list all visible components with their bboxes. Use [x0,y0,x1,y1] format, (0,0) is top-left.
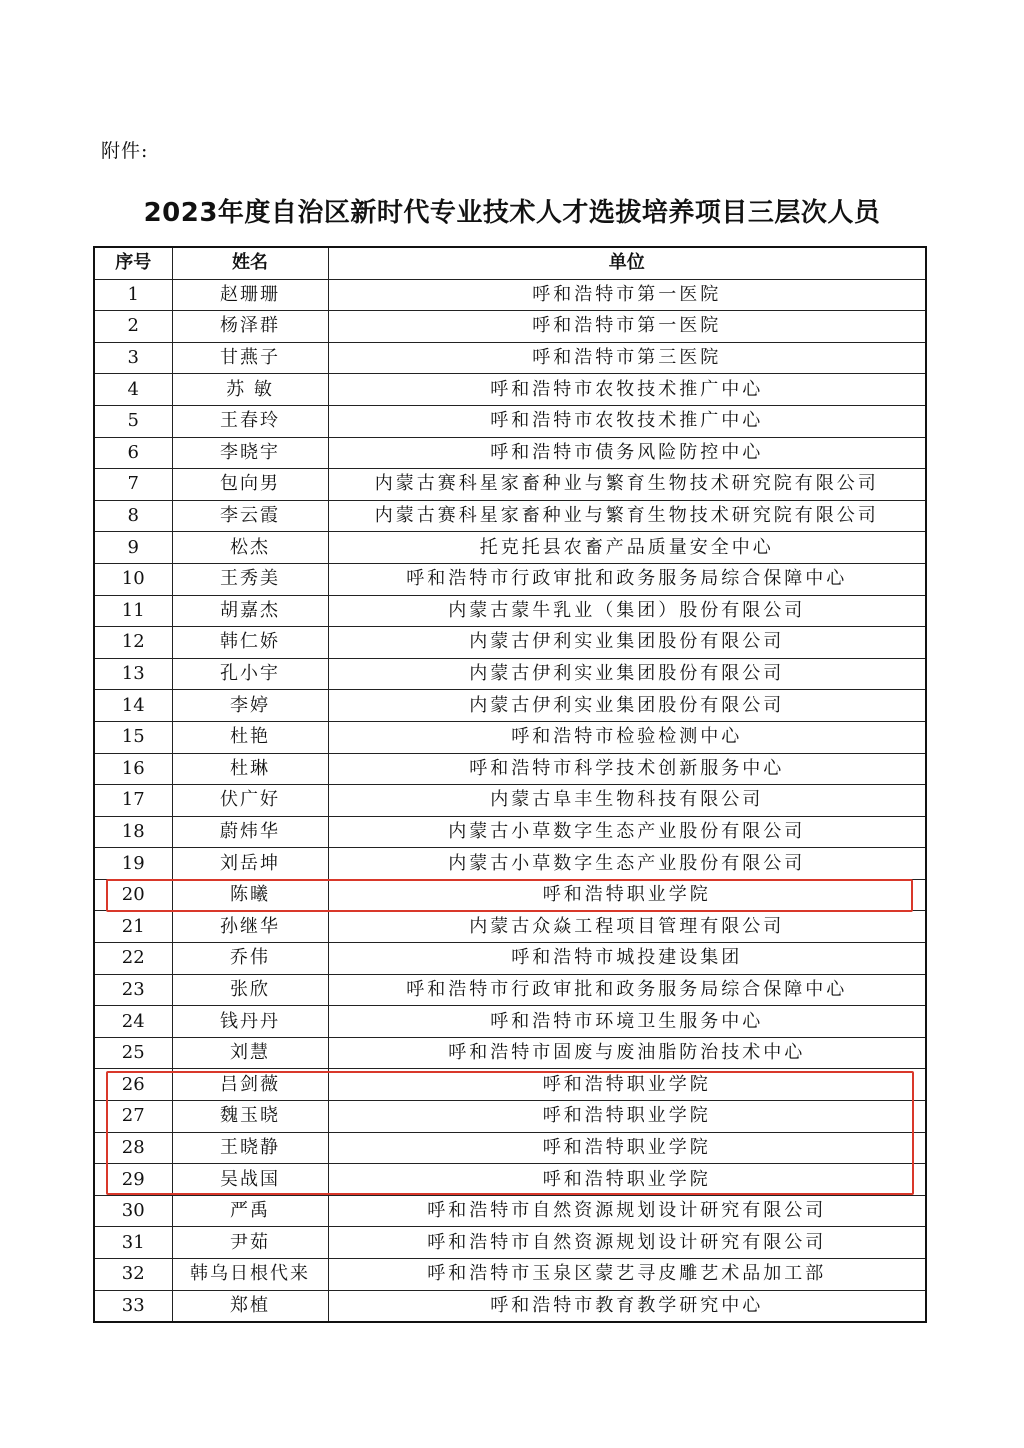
table-row [94,848,926,880]
cell-name: 张欣 [172,974,328,1006]
cell-serial-number: 19 [94,848,172,880]
cell-name: 杜琳 [172,753,328,785]
table-row [94,690,926,722]
cell-serial-number: 17 [94,785,172,817]
cell-unit: 内蒙古阜丰生物科技有限公司 [328,785,926,817]
cell-unit: 呼和浩特职业学院 [328,1069,926,1101]
cell-serial-number: 9 [94,532,172,564]
cell-unit: 呼和浩特职业学院 [328,1164,926,1196]
cell-name: 吴战国 [172,1164,328,1196]
cell-serial-number: 32 [94,1259,172,1291]
table-row [94,1290,926,1322]
cell-name: 严禹 [172,1195,328,1227]
cell-serial-number: 20 [94,879,172,911]
header-name: 姓名 [172,247,328,279]
table-row [94,1132,926,1164]
table-row [94,279,926,311]
table-row [94,658,926,690]
cell-unit: 托克托县农畜产品质量安全中心 [328,532,926,564]
table-row [94,785,926,817]
cell-unit: 呼和浩特市第三医院 [328,342,926,374]
cell-name: 王秀美 [172,563,328,595]
cell-unit: 内蒙古伊利实业集团股份有限公司 [328,627,926,659]
table-row [94,911,926,943]
table-header-row [94,247,926,279]
table-row [94,405,926,437]
table-row [94,500,926,532]
cell-unit: 呼和浩特职业学院 [328,1101,926,1133]
cell-serial-number: 16 [94,753,172,785]
table-body [94,279,926,1322]
cell-serial-number: 10 [94,563,172,595]
cell-unit: 呼和浩特市检验检测中心 [328,721,926,753]
cell-unit: 内蒙古小草数字生态产业股份有限公司 [328,848,926,880]
cell-serial-number: 7 [94,469,172,501]
cell-name: 魏玉晓 [172,1101,328,1133]
cell-name: 刘岳坤 [172,848,328,880]
cell-unit: 呼和浩特市科学技术创新服务中心 [328,753,926,785]
cell-serial-number: 29 [94,1164,172,1196]
cell-serial-number: 5 [94,405,172,437]
cell-name: 伏广好 [172,785,328,817]
cell-serial-number: 1 [94,279,172,311]
cell-name: 王春玲 [172,405,328,437]
header-unit: 单位 [328,247,926,279]
table-row [94,816,926,848]
table-row [94,1006,926,1038]
cell-serial-number: 25 [94,1037,172,1069]
cell-name: 郑植 [172,1290,328,1322]
cell-name: 孙继华 [172,911,328,943]
table-row [94,374,926,406]
cell-unit: 呼和浩特市第一医院 [328,311,926,343]
table-row [94,532,926,564]
cell-name: 钱丹丹 [172,1006,328,1038]
cell-unit: 呼和浩特市行政审批和政务服务局综合保障中心 [328,974,926,1006]
table-row [94,563,926,595]
personnel-table [93,246,927,1323]
table-row [94,469,926,501]
cell-name: 陈曦 [172,879,328,911]
table-row [94,437,926,469]
cell-unit: 呼和浩特市农牧技术推广中心 [328,374,926,406]
cell-unit: 呼和浩特市农牧技术推广中心 [328,405,926,437]
cell-serial-number: 21 [94,911,172,943]
cell-unit: 呼和浩特职业学院 [328,1132,926,1164]
table-row [94,1101,926,1133]
cell-name: 李云霞 [172,500,328,532]
cell-serial-number: 22 [94,943,172,975]
cell-unit: 呼和浩特市教育教学研究中心 [328,1290,926,1322]
cell-name: 刘慧 [172,1037,328,1069]
cell-name: 胡嘉杰 [172,595,328,627]
attachment-label: 附件: [101,140,149,162]
cell-unit: 呼和浩特市城投建设集团 [328,943,926,975]
cell-unit: 内蒙古伊利实业集团股份有限公司 [328,690,926,722]
cell-name: 赵珊珊 [172,279,328,311]
table-row [94,1227,926,1259]
document-title: 2023年度自治区新时代专业技术人才选拔培养项目三层次人员 [143,198,881,228]
cell-serial-number: 24 [94,1006,172,1038]
cell-unit: 内蒙古赛科星家畜种业与繁育生物技术研究院有限公司 [328,500,926,532]
cell-unit: 呼和浩特市环境卫生服务中心 [328,1006,926,1038]
table-row [94,627,926,659]
cell-serial-number: 8 [94,500,172,532]
cell-unit: 内蒙古蒙牛乳业（集团）股份有限公司 [328,595,926,627]
cell-name: 苏 敏 [172,374,328,406]
table-row [94,879,926,911]
cell-serial-number: 18 [94,816,172,848]
cell-serial-number: 31 [94,1227,172,1259]
cell-serial-number: 14 [94,690,172,722]
table-row [94,1069,926,1101]
cell-name: 韩仁娇 [172,627,328,659]
table-row [94,1259,926,1291]
cell-serial-number: 33 [94,1290,172,1322]
table-row [94,721,926,753]
cell-serial-number: 12 [94,627,172,659]
cell-unit: 呼和浩特市债务风险防控中心 [328,437,926,469]
cell-serial-number: 30 [94,1195,172,1227]
cell-serial-number: 15 [94,721,172,753]
cell-name: 王晓静 [172,1132,328,1164]
table-row [94,595,926,627]
cell-serial-number: 27 [94,1101,172,1133]
cell-serial-number: 13 [94,658,172,690]
cell-name: 杜艳 [172,721,328,753]
cell-unit: 呼和浩特市自然资源规划设计研究有限公司 [328,1195,926,1227]
table-row [94,342,926,374]
cell-serial-number: 6 [94,437,172,469]
cell-name: 李婷 [172,690,328,722]
table-row [94,1037,926,1069]
cell-serial-number: 2 [94,311,172,343]
cell-name: 松杰 [172,532,328,564]
cell-unit: 内蒙古小草数字生态产业股份有限公司 [328,816,926,848]
cell-unit: 内蒙古伊利实业集团股份有限公司 [328,658,926,690]
cell-name: 李晓宇 [172,437,328,469]
cell-name: 蔚炜华 [172,816,328,848]
cell-unit: 呼和浩特市第一医院 [328,279,926,311]
cell-name: 杨泽群 [172,311,328,343]
cell-serial-number: 4 [94,374,172,406]
cell-name: 包向男 [172,469,328,501]
cell-unit: 呼和浩特职业学院 [328,879,926,911]
cell-name: 孔小宇 [172,658,328,690]
cell-serial-number: 23 [94,974,172,1006]
table-row [94,311,926,343]
cell-unit: 呼和浩特市自然资源规划设计研究有限公司 [328,1227,926,1259]
header-serial-number: 序号 [94,247,172,279]
cell-serial-number: 28 [94,1132,172,1164]
table-row [94,1164,926,1196]
cell-unit: 呼和浩特市固废与废油脂防治技术中心 [328,1037,926,1069]
cell-unit: 呼和浩特市玉泉区蒙艺寻皮雕艺术品加工部 [328,1259,926,1291]
cell-name: 尹茹 [172,1227,328,1259]
cell-name: 乔伟 [172,943,328,975]
cell-serial-number: 3 [94,342,172,374]
cell-name: 甘燕子 [172,342,328,374]
cell-serial-number: 26 [94,1069,172,1101]
table-row [94,943,926,975]
table-row [94,753,926,785]
cell-unit: 内蒙古众焱工程项目管理有限公司 [328,911,926,943]
cell-name: 吕剑薇 [172,1069,328,1101]
table-row [94,974,926,1006]
cell-name: 韩乌日根代来 [172,1259,328,1291]
cell-unit: 呼和浩特市行政审批和政务服务局综合保障中心 [328,563,926,595]
cell-unit: 内蒙古赛科星家畜种业与繁育生物技术研究院有限公司 [328,469,926,501]
cell-serial-number: 11 [94,595,172,627]
table-row [94,1195,926,1227]
